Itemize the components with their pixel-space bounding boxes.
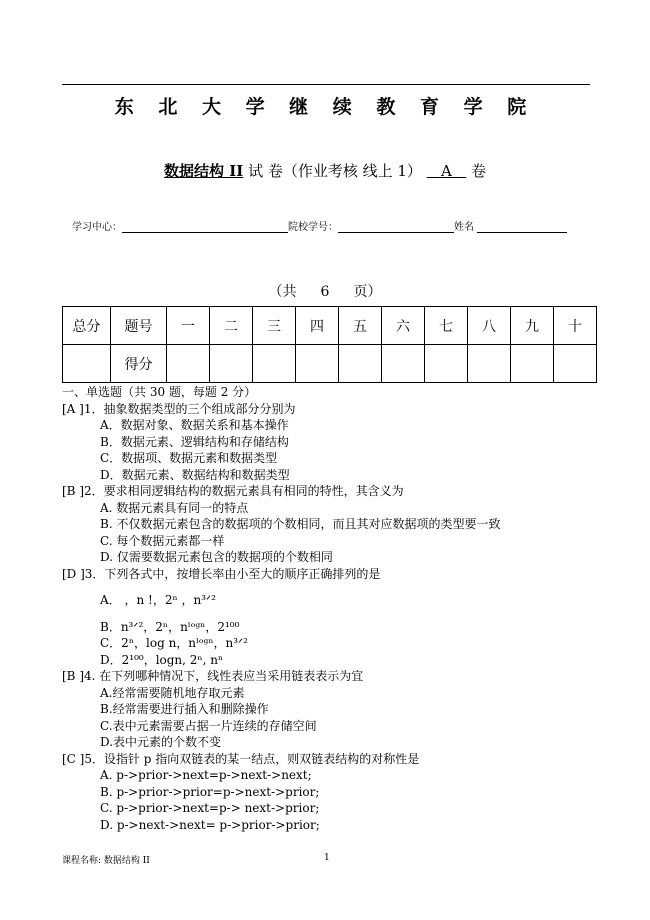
score-header-cell: 六 — [382, 307, 425, 345]
score-table-header-row — [63, 307, 597, 345]
option: D.表中元素的个数不变 — [100, 735, 222, 749]
question-stem: [C ]5．设指针 p 指向双链表的某一结点，则双链表结构的对称性是 — [62, 751, 420, 766]
option: C．数据项、数据元素和数据类型 — [100, 451, 278, 465]
student-info — [72, 218, 567, 233]
option: D．数据元素、数据结构和数据类型 — [100, 467, 290, 482]
score-table — [62, 306, 597, 383]
score-header-cell: 总分 — [63, 307, 111, 345]
score-header-cell: 七 — [425, 307, 468, 345]
question-stem: [A ]1．抽象数据类型的三个组成部分分别为 — [62, 401, 296, 416]
header-rule — [62, 84, 590, 85]
student-id-label: 院校学号： — [288, 222, 338, 233]
exam-title — [0, 160, 650, 181]
footer-page-number: 1 — [324, 853, 330, 863]
option: A． ，n !，2ⁿ ，n³ᐟ² — [100, 593, 216, 607]
score-cell[interactable] — [253, 345, 296, 383]
score-header-cell: 题号 — [111, 307, 167, 345]
total-score-cell[interactable] — [63, 345, 111, 383]
center-label: 学习中心： — [72, 222, 122, 233]
score-cell[interactable] — [511, 345, 554, 383]
score-cell[interactable] — [210, 345, 253, 383]
option: C. 每个数据元素都一样 — [100, 533, 225, 548]
score-header-cell: 四 — [296, 307, 339, 345]
name-label: 姓名 — [454, 222, 474, 233]
score-table-score-row — [63, 345, 597, 383]
option: D. 仅需要数据元素包含的数据项的个数相同 — [100, 550, 333, 564]
score-header-cell: 五 — [339, 307, 382, 345]
score-header-cell: 一 — [167, 307, 210, 345]
name-field[interactable] — [477, 222, 567, 233]
center-field[interactable] — [122, 222, 288, 233]
score-cell[interactable] — [296, 345, 339, 383]
score-header-cell: 二 — [210, 307, 253, 345]
option: D. p->next->next= p->prior->prior; — [100, 817, 320, 832]
pages-open: （共 — [268, 284, 297, 300]
score-row-label: 得分 — [111, 345, 167, 383]
option: A. p->prior->next=p->next->next; — [100, 768, 312, 782]
paper-type: A — [441, 162, 452, 180]
score-cell[interactable] — [382, 345, 425, 383]
footer-course: 课程名称: 数据结构 II — [62, 856, 150, 866]
course-title: 数据结构 II — [164, 162, 244, 180]
score-header-cell: 八 — [468, 307, 511, 345]
question-stem: [D ]3．下列各式中，按增长率由小至大的顺序正确排列的是 — [62, 566, 381, 581]
option: D．2¹⁰⁰，logn, 2ⁿ, nⁿ — [100, 652, 224, 667]
score-cell[interactable] — [468, 345, 511, 383]
question-stem: [B ]2．要求相同逻辑结构的数据元素具有相同的特性，其含义为 — [62, 484, 404, 498]
option: C.表中元素需要占据一片连续的存储空间 — [100, 718, 317, 733]
school-title: 东 北 大 学 继 续 教 育 学 院 — [114, 96, 536, 118]
page-count — [0, 281, 650, 301]
question-section — [62, 384, 622, 833]
score-header-cell: 九 — [511, 307, 554, 345]
option: A. 数据元素具有同一的特点 — [100, 500, 249, 515]
option: C．2ⁿ，log n，nˡᵒᵍⁿ，n³ᐟ² — [100, 636, 248, 650]
option: B.经常需要进行插入和删除操作 — [100, 702, 269, 716]
pages-number: 6 — [320, 284, 330, 300]
score-cell[interactable] — [167, 345, 210, 383]
option: A.经常需要随机地存取元素 — [100, 685, 245, 700]
option: B. p->prior->prior=p->next->prior; — [100, 784, 320, 799]
page-footer — [62, 853, 590, 866]
score-header-cell: 三 — [253, 307, 296, 345]
student-id-field[interactable] — [338, 222, 454, 233]
option: B．数据元素、逻辑结构和存储结构 — [100, 434, 289, 449]
pages-close: 页） — [353, 284, 382, 300]
option: C. p->prior->next=p-> next->prior; — [100, 801, 320, 815]
score-cell[interactable] — [339, 345, 382, 383]
exam-label: 试 卷（作业考核 线上 1） — [248, 162, 422, 180]
option: B. 不仅数据元素包含的数据项的个数相同，而且其对应数据项的类型要一致 — [100, 517, 501, 531]
option: A．数据对象、数据关系和基本操作 — [100, 418, 289, 432]
score-header-cell: 十 — [554, 307, 597, 345]
score-cell[interactable] — [425, 345, 468, 383]
section-heading: 一、单选题（共 30 题，每题 2 分） — [62, 385, 257, 399]
score-cell[interactable] — [554, 345, 597, 383]
paper-suffix: 卷 — [470, 162, 486, 180]
question-stem: [B ]4. 在下列哪种情况下，线性表应当采用链表表示为宜 — [62, 669, 364, 683]
option: B．n³ᐟ²，2ⁿ，nˡᵒᵍⁿ，2¹⁰⁰ — [100, 619, 240, 634]
